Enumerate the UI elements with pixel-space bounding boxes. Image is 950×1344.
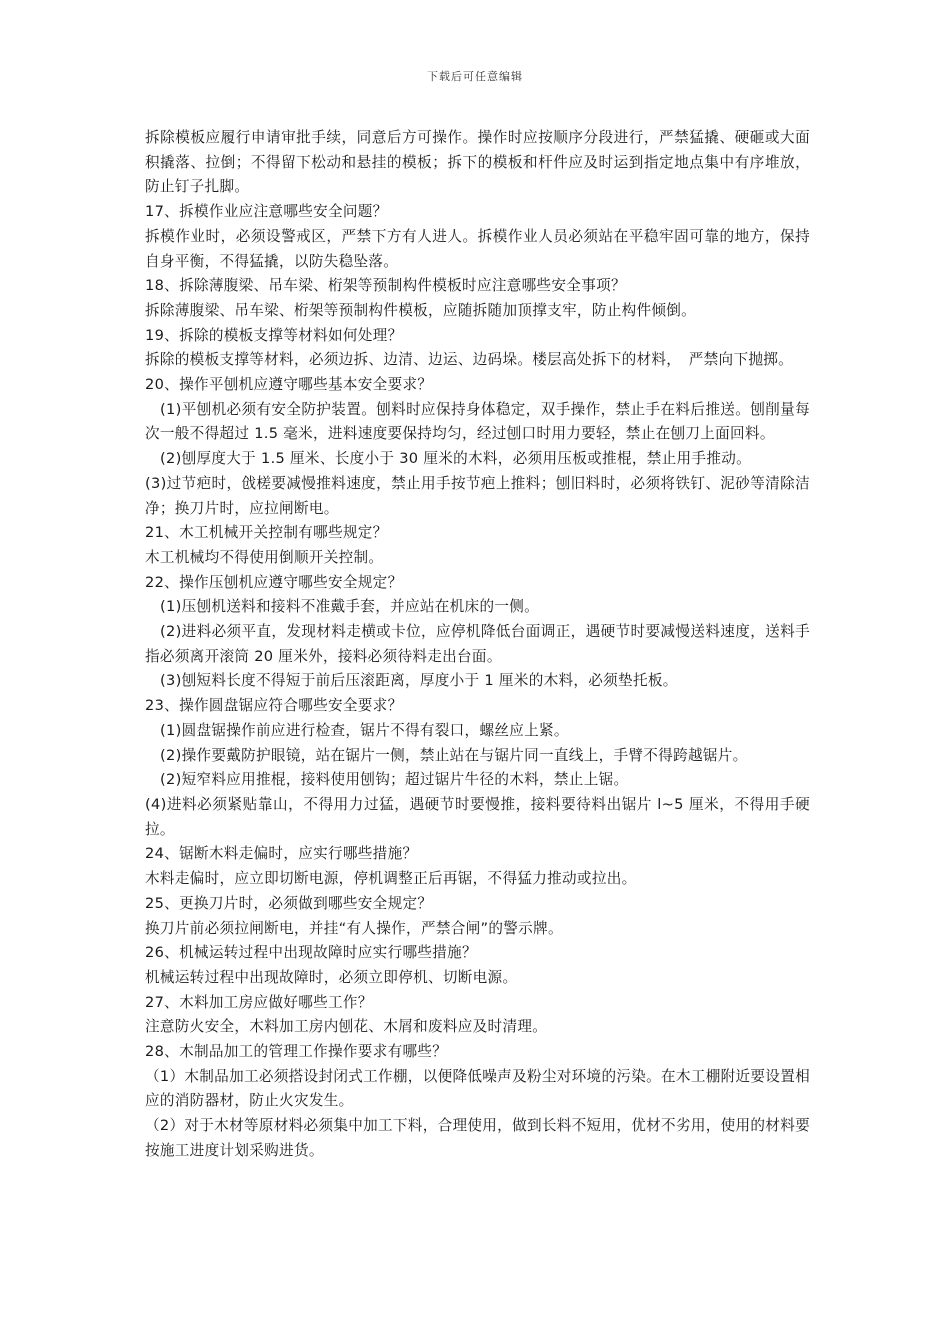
question-heading: 25、更换刀片时，必须做到哪些安全规定？ (145, 894, 433, 912)
question-heading: 19、拆除的模板支撑等材料如何处理？ (145, 326, 403, 344)
question-heading: 18、拆除薄腹梁、吊车梁、桁架等预制构件模板时应注意哪些安全事项？ (145, 277, 626, 295)
document-body (145, 126, 810, 1164)
answer-paragraph: (1)圆盘锯操作前应进行检查，锯片不得有裂口，螺丝应上紧。 (160, 721, 569, 739)
question-heading: 21、木工机械开关控制有哪些规定？ (145, 524, 388, 542)
question-heading: 24、锯断木料走偏时，应实行哪些措施？ (145, 845, 418, 863)
answer-paragraph: (2)操作要戴防护眼镜，站在锯片一侧，禁止站在与锯片同一直线上，手臂不得跨越锯片。 (160, 746, 748, 764)
answer-paragraph: (3)刨短料长度不得短于前后压滚距离，厚度小于 1 厘米的木料，必须垫托板。 (160, 672, 678, 690)
answer-paragraph: 拆除的模板支撑等材料，必须边拆、边清、边运、边码垛。楼层高处拆下的材料， 严禁向下抛掷。 (145, 351, 794, 369)
question-heading: 23、操作圆盘锯应符合哪些安全要求？ (145, 697, 403, 715)
question-heading: 20、操作平刨机应遵守哪些基本安全要求？ (145, 376, 433, 394)
answer-paragraph: 拆除模板应履行申请审批手续，同意后方可操作。操作时应按顺序分段进行，严禁猛撬、硬砸或大面积撬落、拉倒；不得留下松动和悬挂的模板；拆下的模板和杆件应及时运到指定地点集中有序堆放，防止钉子扎脚。 (145, 129, 810, 196)
answer-paragraph: 拆除薄腹梁、吊车梁、桁架等预制构件模板，应随拆随加顶撑支牢，防止构件倾倒。 (145, 301, 697, 319)
answer-paragraph: (2)进料必须平直，发现材料走横或卡位，应停机降低台面调正，遇硬节时要减慢送料速度，送料手指必须离开滚筒 20 厘米外，接料必须待料走出台面。 (145, 623, 810, 665)
question-heading: 26、机械运转过程中出现故障时应实行哪些措施？ (145, 944, 477, 962)
answer-paragraph: (4)进料必须紧贴靠山，不得用力过猛，遇硬节时要慢推，接料要待料出锯片 l~5 厘米，不得用手硬拉。 (145, 795, 810, 838)
answer-paragraph: 拆模作业时，必须设警戒区，严禁下方有人进人。拆模作业人员必须站在平稳牢固可靠的地方，保持自身平衡，不得猛撬，以防失稳坠落。 (145, 227, 810, 270)
answer-paragraph: 机械运转过程中出现故障时，必须立即停机、切断电源。 (145, 968, 518, 986)
answer-paragraph: (1)平刨机必须有安全防护装置。刨料时应保持身体稳定，双手操作，禁止手在料后推送。刨削量每次一般不得超过 1.5 毫米，进料速度要保持均匀，经过刨口时用力要轻，禁止在刨刀上面回料。 (145, 400, 810, 443)
answer-paragraph: 换刀片前必须拉闸断电，并挂“有人操作，严禁合闸”的警示牌。 (145, 919, 563, 937)
question-heading: 27、木料加工房应做好哪些工作？ (145, 993, 373, 1011)
question-heading: 28、木制品加工的管理工作操作要求有哪些？ (145, 1043, 448, 1061)
answer-paragraph: （2）对于木材等原材料必须集中加工下料，合理使用，做到长料不短用，优材不劣用，使用的材料要按施工进度计划采购进货。 (145, 1117, 810, 1159)
answer-paragraph: (1)压刨机送料和接料不准戴手套，并应站在机床的一侧。 (160, 598, 540, 616)
answer-paragraph: (3)过节疤时，戗槎要减慢推料速度，禁止用手按节疤上推料；刨旧料时，必须将铁钉、泥砂等清除洁净；换刀片时，应拉闸断电。 (145, 474, 810, 517)
answer-paragraph: 注意防火安全，木料加工房内刨花、木屑和废料应及时清理。 (145, 1018, 548, 1036)
answer-paragraph: （1）木制品加工必须搭设封闭式工作棚，以便降低噪声及粉尘对环境的污染。在木工棚附近要设置相应的消防器材，防止火灾发生。 (145, 1067, 810, 1110)
answer-paragraph: 木工机械均不得使用倒顺开关控制。 (145, 548, 384, 566)
question-heading: 17、拆模作业应注意哪些安全问题？ (145, 203, 388, 221)
answer-paragraph: (2)短窄料应用推棍，接料使用刨钩；超过锯片牛径的木料，禁止上锯。 (160, 771, 629, 789)
question-heading: 22、操作压刨机应遵守哪些安全规定？ (145, 573, 403, 591)
answer-paragraph: (2)刨厚度大于 1.5 厘米、长度小于 30 厘米的木料，必须用压板或推棍，禁止用手推动。 (160, 450, 751, 468)
page-header: 下载后可任意编辑 (427, 70, 523, 83)
answer-paragraph: 木料走偏时，应立即切断电源，停机调整正后再锯，不得猛力推动或拉出。 (145, 870, 637, 888)
